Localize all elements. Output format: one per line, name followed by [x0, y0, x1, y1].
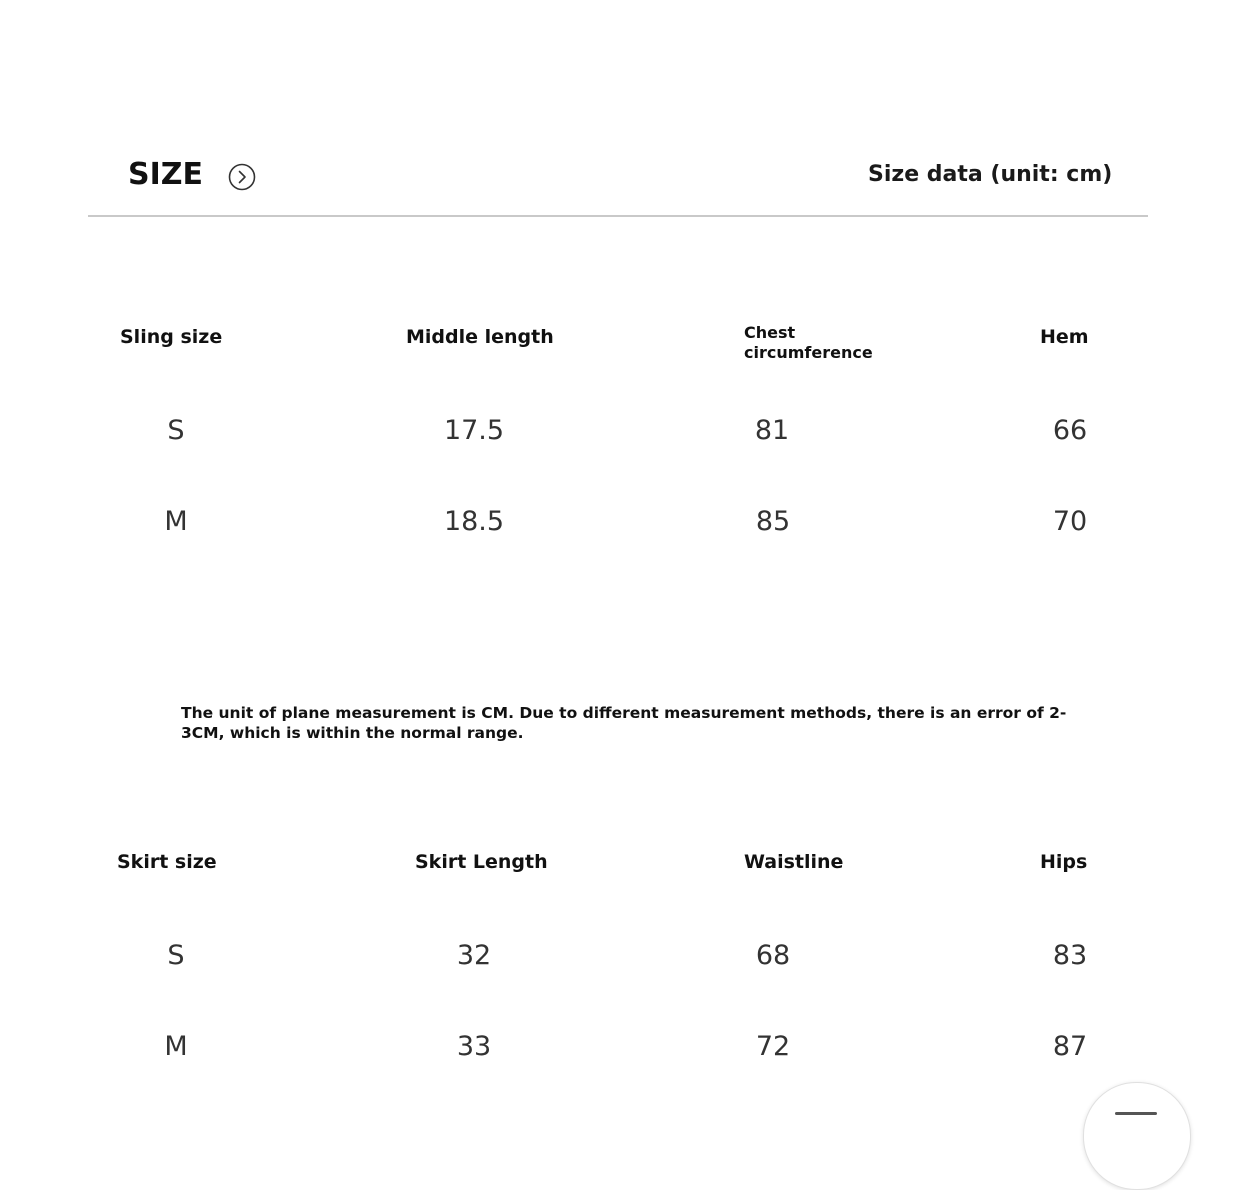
skirt-cell-size: M	[164, 1031, 188, 1062]
size-data-title: Size data (unit: cm)	[868, 162, 1113, 187]
sling-cell-middle-length: 17.5	[443, 415, 505, 446]
hem-header: Hem	[1040, 326, 1089, 348]
waistline-header: Waistline	[744, 851, 844, 873]
divider	[88, 215, 1148, 217]
sling-cell-hem: 66	[1052, 415, 1088, 446]
measurement-note: The unit of plane measurement is CM. Due to different measurement methods, there is an error of 2-3CM, which is within the normal range.	[181, 704, 1067, 742]
sling-cell-middle-length: 18.5	[443, 506, 505, 537]
floating-menu-button[interactable]	[1083, 1082, 1191, 1190]
skirt-size-header: Skirt size	[117, 851, 217, 873]
skirt-length-header: Skirt Length	[415, 851, 548, 873]
sling-cell-chest: 85	[755, 506, 791, 537]
chest-circumference-header	[744, 323, 914, 363]
skirt-cell-size: S	[167, 940, 185, 971]
menu-icon	[1115, 1112, 1157, 1115]
chevron-right-circle-icon[interactable]	[228, 163, 256, 191]
sling-cell-hem: 70	[1052, 506, 1088, 537]
sling-cell-chest: 81	[754, 415, 790, 446]
chest-header-line1: Chest	[744, 323, 796, 342]
middle-length-header: Middle length	[406, 326, 554, 348]
skirt-cell-waistline: 72	[755, 1031, 791, 1062]
hips-header: Hips	[1040, 851, 1088, 873]
skirt-cell-hips: 83	[1052, 940, 1088, 971]
chest-header-line2: circumference	[744, 343, 873, 362]
skirt-cell-length: 32	[456, 940, 492, 971]
skirt-cell-hips: 87	[1052, 1031, 1088, 1062]
sling-size-header: Sling size	[120, 326, 223, 348]
skirt-cell-waistline: 68	[755, 940, 791, 971]
size-heading: SIZE	[128, 157, 204, 192]
sling-cell-size: S	[167, 415, 185, 446]
skirt-cell-length: 33	[456, 1031, 492, 1062]
sling-cell-size: M	[164, 506, 188, 537]
